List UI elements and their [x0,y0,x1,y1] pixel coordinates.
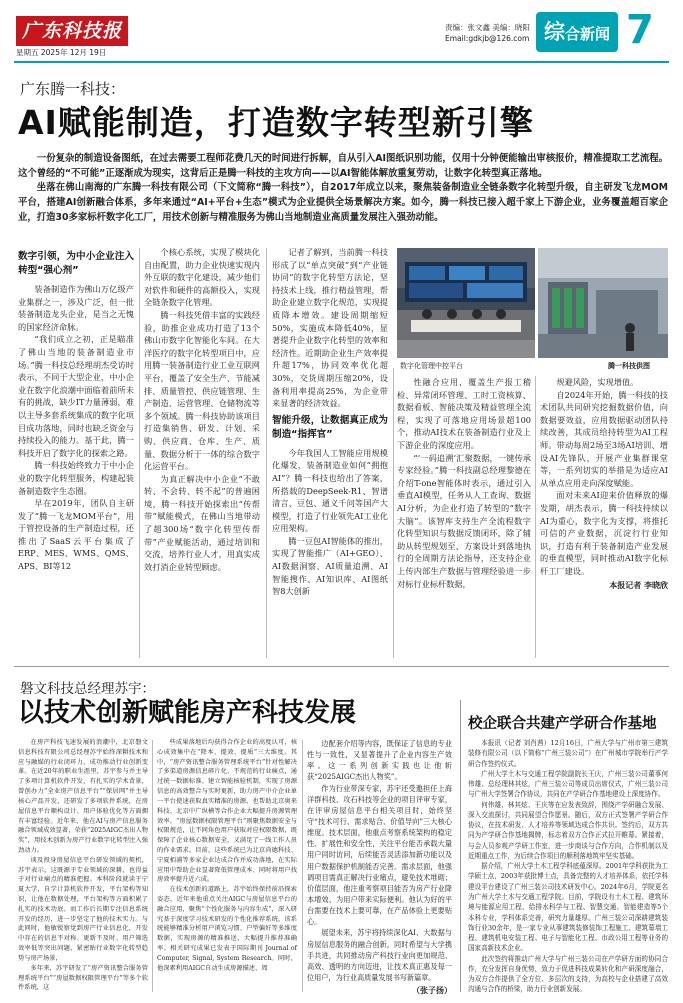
body-paragraph: 在技术创新的道路上，苏宇始终保持前沿探索姿态，近年来他重点关注AIGC与房屋信息平台的融合应用，聚焦“个性化服务与内容生成”，深入研究基于深度学习技术研发的个性化推荐系统，该系统能够精准分析用户浏览习惯、户型偏好等多维度数据，实现房源的精准推送，大幅提升推荐准确率。相关研究成果已发表于国际期刊 Journal of Computer, Signal, System Research。同时，他深素利用AIGC自动生成房源描述、周 [157,886,297,972]
body-paragraph: 边配套介绍等内容，既保证了信息的专业性与一致性，又显著提升了企业内容生产效率。这一系列创新实践也让他斩获“2025AIGC杰出人物奖”。 [307,739,452,782]
lead-column-3 [272,246,388,598]
body-paragraph: 腾一豆包AI智能体的推出，实现了智能推广（AI+GEO）、AI数据洞察、AI质量追溯、AI智能搜作、AI知识库、AI图纸智8大创新 [272,535,388,597]
header-rule [14,61,669,63]
factory-photo [538,248,668,358]
body-paragraph: 腾一科技凭借丰富的实践经验，助推企业成功打造了13个佛山市数字化智能化车间。在大洋医疗的数字化转型项目中，应用腾一装备制造行业工业互联网平台，覆盖了安全生产、节能减排、质量管控、供应链管理、生产制造、运营管理、仓储物流等多个领域。腾一科技协助该项目打造集销售、研发、计划、采购、供应商、仓库、生产、质量、数据分析于一体的综合数字化运营平台。 [144,309,260,472]
body-paragraph: 此次签约将推动广州大学与广州三装公司在产学研方面的协同合作，充分发挥自身优势，致力于促进科技成果转化和产研深度融合，为双方合作提供了全方位、多层次的支持，为高校与企业搭建了高效沟通与合作的桥梁，助力行业创新发展。 [468,954,668,994]
editor-credits [445,22,530,44]
story3-body [468,738,668,995]
column-rule [393,368,394,658]
body-paragraph: 规避风险，实现增值。 [556,377,639,387]
body-paragraph: 何伟雄、林其炫、王庆等在应发表致辞，围绕产学研融合发展、深入交流探讨，共同展望合作愿景。随后，双方正式签署产学研合作协议，在技术研发、人才培养等领域达成合作共识。签约后，双方共同为产学研合作基地揭牌，标志着双方合作正式拉开帷幕。紧接着，与会人员参观产学研工作室，进一步商谈与合作方向，合作机制以及近期重点工作，为后续合作项目的顺利落地筑牢坚实基础。 [468,800,668,860]
story2-column-2 [157,738,297,974]
body-paragraph: 些成果落地后均获得合作企业的高度认可，核心成效集中在“降本、提效、提质”三大维度。其中，“房产资讯整合服务管理系统平台”针对性解决了多渠道房源信息碎片化、不规范的行业痛点，通过统一数据标准、建立智能核验机制，实现了房源信息的高效整合与实时更新，助力房产中介企业单一平台使速获取真实精准的房源，也帮助北京奥来科技、北京中广纵横等合作企业大幅提升房源管理效率。“房屋数据权限管理平台”则聚焦数据安全与权限规范，让不同角色用户获取对应权限数据，既保障了企业核心数据安全，又满足了一线工作人员的作业需求。目前，这些系统已为北京尚德科技、宁夏栢浦等多家企业达成合作并成功落地，在实际应用中帮助企业显著降低管理成本、同时将用户找房效率提升近六成。 [157,739,297,884]
lead-subhead-2: 智能升级，让数据真正成为制造“指挥官” [272,414,388,440]
body-paragraph: 谈及投身房屋信息平台研发领域的契机，苏宇表示，这既源于专业领域的深耕，也得益于对行业痛点的精准把握。本科阶段就读于宁夏大学，自学计算机软件开发，平台架构等知识，让他在数据处理，平台架构等方面积累了扎实的技术功底。而工作后长期专注信息系统开发的经历，进一步坚定了他的技术实力。与此同时，他敏锐察觉到房产行业信息化，开发中存在的信息不对称、更新不及时、用户筛选效率低等突出问题，紧密贴行业数字化转型趋势与房产场景， [18,856,148,962]
photo-caption-right: 腾一科技供图 [608,362,650,370]
masthead [0,0,683,60]
column-rule [152,740,153,992]
section-badge-first: 综 [543,20,565,44]
section-badge-rest: 合新闻 [564,25,610,43]
story2-column-1 [18,738,148,993]
story2-byline: （张子扬） [412,986,452,996]
body-paragraph: 装备制造作为佛山万亿级产业集群之一，涉及广泛，但一批装备制造龙头企业，是当之无愧的国家经济命脉。 [18,284,134,332]
page-number: 7 [626,7,654,53]
lead-byline: 本报记者 李晓欣 [609,580,668,590]
column-rule [460,700,461,992]
body-paragraph: 据介绍，广州大学土木工程学科底蕴深厚。2001年学科获批为工学硕士点，2003年获批博士点，具备完整的人才培养体系，依托学科建设平台建设了广州三装公司技术研发中心。2024年6月，学院更名为广州大学土木与交通工程学院。目前，学院设有土木工程、建筑环境与能源应用工程、给排水科学与工程、智慧交通、智能建造等5个本科专业，学科体系完善，研究力量雄厚。广州三装公司深耕建筑装饰行业30余年，是一家专业从事建筑装修装饰工程施工、建筑幕墙工程、建筑机电安装工程、电子与智能化工程、市政公用工程等业务的国家高新技术企业。 [468,862,668,953]
body-paragraph: 早在2019年，团队自主研发了“腾一飞龙MOM平台”，用于管控设备的生产制造过程，还推出了SaaS云平台集成了ERP、MES、WMS、QMS、APS、BI等12 [18,498,134,572]
control-center-photo [397,248,535,358]
deck-paragraph: 一份复杂的制造设备图纸，在过去需要工程师花费几天的时间进行拆解，自从引入AI图纸识别功能，仅用十分钟便能输出审核报价，精准提取工艺流程。这个曾经的“不可能”正逐渐成为现实，这背后正是腾一科技的主攻方向——以AI智能体解放重复劳动，让数字化转型真正落地。 [18,153,668,179]
body-paragraph: 性融合应用，覆盖生产报工稽检、异常闭环管理、工时工资核算、数据看板、智能决策及精益管理全流程，实现了可落地应用场景超100个，推动AI技术在装备制造行业及上下游企业的深度应用。 [397,377,531,450]
photo-caption-left: 数字化管理中控平台 [400,362,463,370]
body-paragraph: 面对未来AI迎来价值释放的爆发期，胡杰表示，腾一科技持续以AI为重心，数字化为支撑，将推托可信的产业数据，沉淀行行业知识，打造有利于装备制造产业发展的垂直模型，同时推动AI数字化标杆工厂建设。 [540,490,668,576]
body-paragraph: 多年来，苏宇研发了“房产资讯整合服务管理系统平台”“房屋数据权限管理平台”等多个软件系统，这 [18,964,148,992]
body-paragraph: 在房产科技飞速发展的浪潮中，北京磐文信息科技有限公司总经理苏宇始终深耕技术和应与融媒的行业闭环力，成功推动行业创新变革。在近20年的职业生涯里，苏宇参与并主导了多项计算机软件开发，有扎实的学术背景，曾创办力“全业房产信息平台”“保居网”并主导核心产品开发，还研发了多项软件系统，在房屋信息平台顺构设计、用户体验优化等方面拥有丰富经验。近年来，他在AI与房产信息服务融合领域成效显著，荣获“2025AIGC杰出人物奖”，用技术创新为房产行业数字化转型注入强劲动力。 [18,739,148,854]
story2-column-3 [307,738,452,996]
body-paragraph: “‘一码追溯’汇聚数据，一键传承专家经验。”腾一科技副总经理黎德在介绍T-one智能体时表示，通过引入垂直AI模型，任务从人工查询、数据AI分析，为企业打造了转型的“数字大脑”。该智库支持生产全流程数字化转型知识与数据反馈闭环，除了辅助从转型规划至、方案设计到落地执行的全周期方法论指导，还支持企业上传内部生产数据与管理经验进一步对标行业标杆数据， [397,452,531,589]
lead-column-4 [397,376,531,590]
column-rule [302,740,303,992]
body-paragraph: 展望未来，苏宇将持续深化AI、大数据与房屋信息服务的融合创新，同时希望与大学携手共进，共同推动房产科技行业向更加规范、高效、透明的方向迈进，让技术真正惠及每一位用户，为行业高质量发展书写新篇章。 [307,928,452,982]
lead-column-2 [144,246,260,573]
editor-email: Email:gdkjb@126.com [445,34,530,43]
body-paragraph: 记者了解到，当前腾一科技形成了以“单点突破”到“产业链协同”的数字化转型方法论，坚持技术上线，推行精益管理，帮助企业建立数字化规范，实现提质降本增效。建设周期缩短50%，实施成本降低40%，显著提升企业数字化转型的效率和经济性。近期助企业生产效率提升超17%，协同效率优化超30%，交货周期压缩20%，设备利用率提高25%，为企业带来显著的经济效益。 [272,247,388,409]
body-paragraph: 腾一科技始终致力于中小企业的数字化转型服务，构建起装备制造数字生态圈。 [18,460,134,496]
column-rule [535,376,536,658]
section-badge [536,12,618,52]
story3-headline: 校企联合共建产学研合作基地 [468,716,657,732]
factory-illustration [538,248,668,358]
body-paragraph: 个核心系统，实现了模块化自由配置，助力企业快速实现内外互联的数字化建设，减少他们对软件和硬件的高额投入，实现全链条数字化管理。 [144,247,260,308]
body-paragraph: 今年我国人工智能应用规模化爆发，装备制造业如何“拥抱AI”？腾一科技也给出了答案，所搭载的DeepSeek-R1、智谱清言、豆包、通义千问等国产大模型，打造了行业领先AI工业化应用架构。 [272,447,388,534]
column-rule [266,248,267,658]
deck-paragraph: 坐落在佛山南海的广东腾一科技有限公司（下文简称“腾一科技”），自2017年成立以来，聚焦装备制造业全链条数字化转型升级，自主研发飞龙MOM平台，搭建AI创新融合体系，多年来通过“AI+平台+生态”模式为企业提供全场景解决方案。如今，腾一科技已接入超千家上下游企业，业务覆盖超百家企业，打造30多家标杆数字化工厂，用技术创新与精准服务为佛山当地制造业高质量发展注入强劲动能。 [18,182,668,223]
body-paragraph: 自2024年开始，腾一科技的技术团队共同研究挖掘数据价值，向数据要效益，应用数据驱动团队持续改善，其成员给持转型为AI工程师。带动每周2场至3场AI培训、增设AI先锋队，开展产业集群课堂等，一系列切实的举措是为适应AI从单点应用走向深度赋能。 [540,389,668,488]
body-paragraph: 为真正解决中小企业“不敢转、不会转、转不起”的普遍困境，腾一科技开始探索出“传帮带”赋能模式，在佛山当地带动了超300场“数字化转型传帮带”产业赋能活动，通过培训和交流，培养行业人才，用真实成效打消企业转型顾虑。 [144,473,260,572]
lead-column-5 [540,376,668,592]
story2-headline: 以技术创新赋能房产科技发展 [18,698,357,728]
story-divider [14,666,669,667]
lead-deck [18,152,668,226]
column-rule [139,248,140,658]
issue-date: 星期五 2025年 12月 19日 [16,48,107,57]
story2-kicker: 磐文科技总经理苏宇： [20,681,155,697]
lead-kicker: 广东腾一科技： [20,80,126,98]
newspaper-logo: 广东科技报 [16,16,128,46]
body-paragraph: 作为行业带深专家，苏宇还受邀担任上海洋群科技、攻石科技等企业的项目评审专家，在评审房屋信息平台相关项目时，始终坚守“技术可行、需求贴合、价值导向”三大核心维度。技术层面，他重点考察系统架构的稳定性、扩展性和安全性，关注平台能否承载大量用户同时访问，后续能否灵活添加新功能以及用户数据保护机制能否完善。需求层面，他强调项目需真正解决行业痛点，避免技术堆砌；价值层面，他注重考察项目能否为房产行业降本增效、为用户带来实际便利。他认为好的平台需要在技术上要可靠，在产品体验上更要贴心。 [307,783,452,927]
body-paragraph: 广州大学土木与交通工程学院副院长王庆，广州三装公司董事何伟雄、总经理林其炫，广州三装公司等成员出席仪式，广州三装公司与广州大学签署合作协议，共同在产学研合作基地建设上深度协作。 [468,769,668,799]
body-paragraph: “我们成立之初，正是瞄准了佛山当地的装备制造业市场。”腾一科技总经理胡杰受访时表示，不同于大型企业，中小企业在数字化浪潮中面临着前所未有的挑战，缺少IT力量薄弱，难以主导多套系统集成的数字化项目成功落地，同时也缺乏资金与持续投入的能力。基于此，腾一科技开启了数字化的探索之路。 [18,334,134,458]
lead-headline: AI赋能制造，打造数字转型新引擎 [18,103,534,142]
editor-line: 责编：张文鑫 美编：晓阳 [445,23,530,32]
body-paragraph: 本报讯（记者 刘肖茜）12月16日，广州大学与广州市第三建筑装修有限公司（以下简称“广州三装公司”）在广州城市学院举行产学研合作签约仪式。 [468,739,668,768]
lead-column-1 [18,246,134,573]
lead-subhead-1: 数字引领，为中小企业注入转型“强心剂” [18,251,134,276]
control-center-illustration [397,248,535,358]
